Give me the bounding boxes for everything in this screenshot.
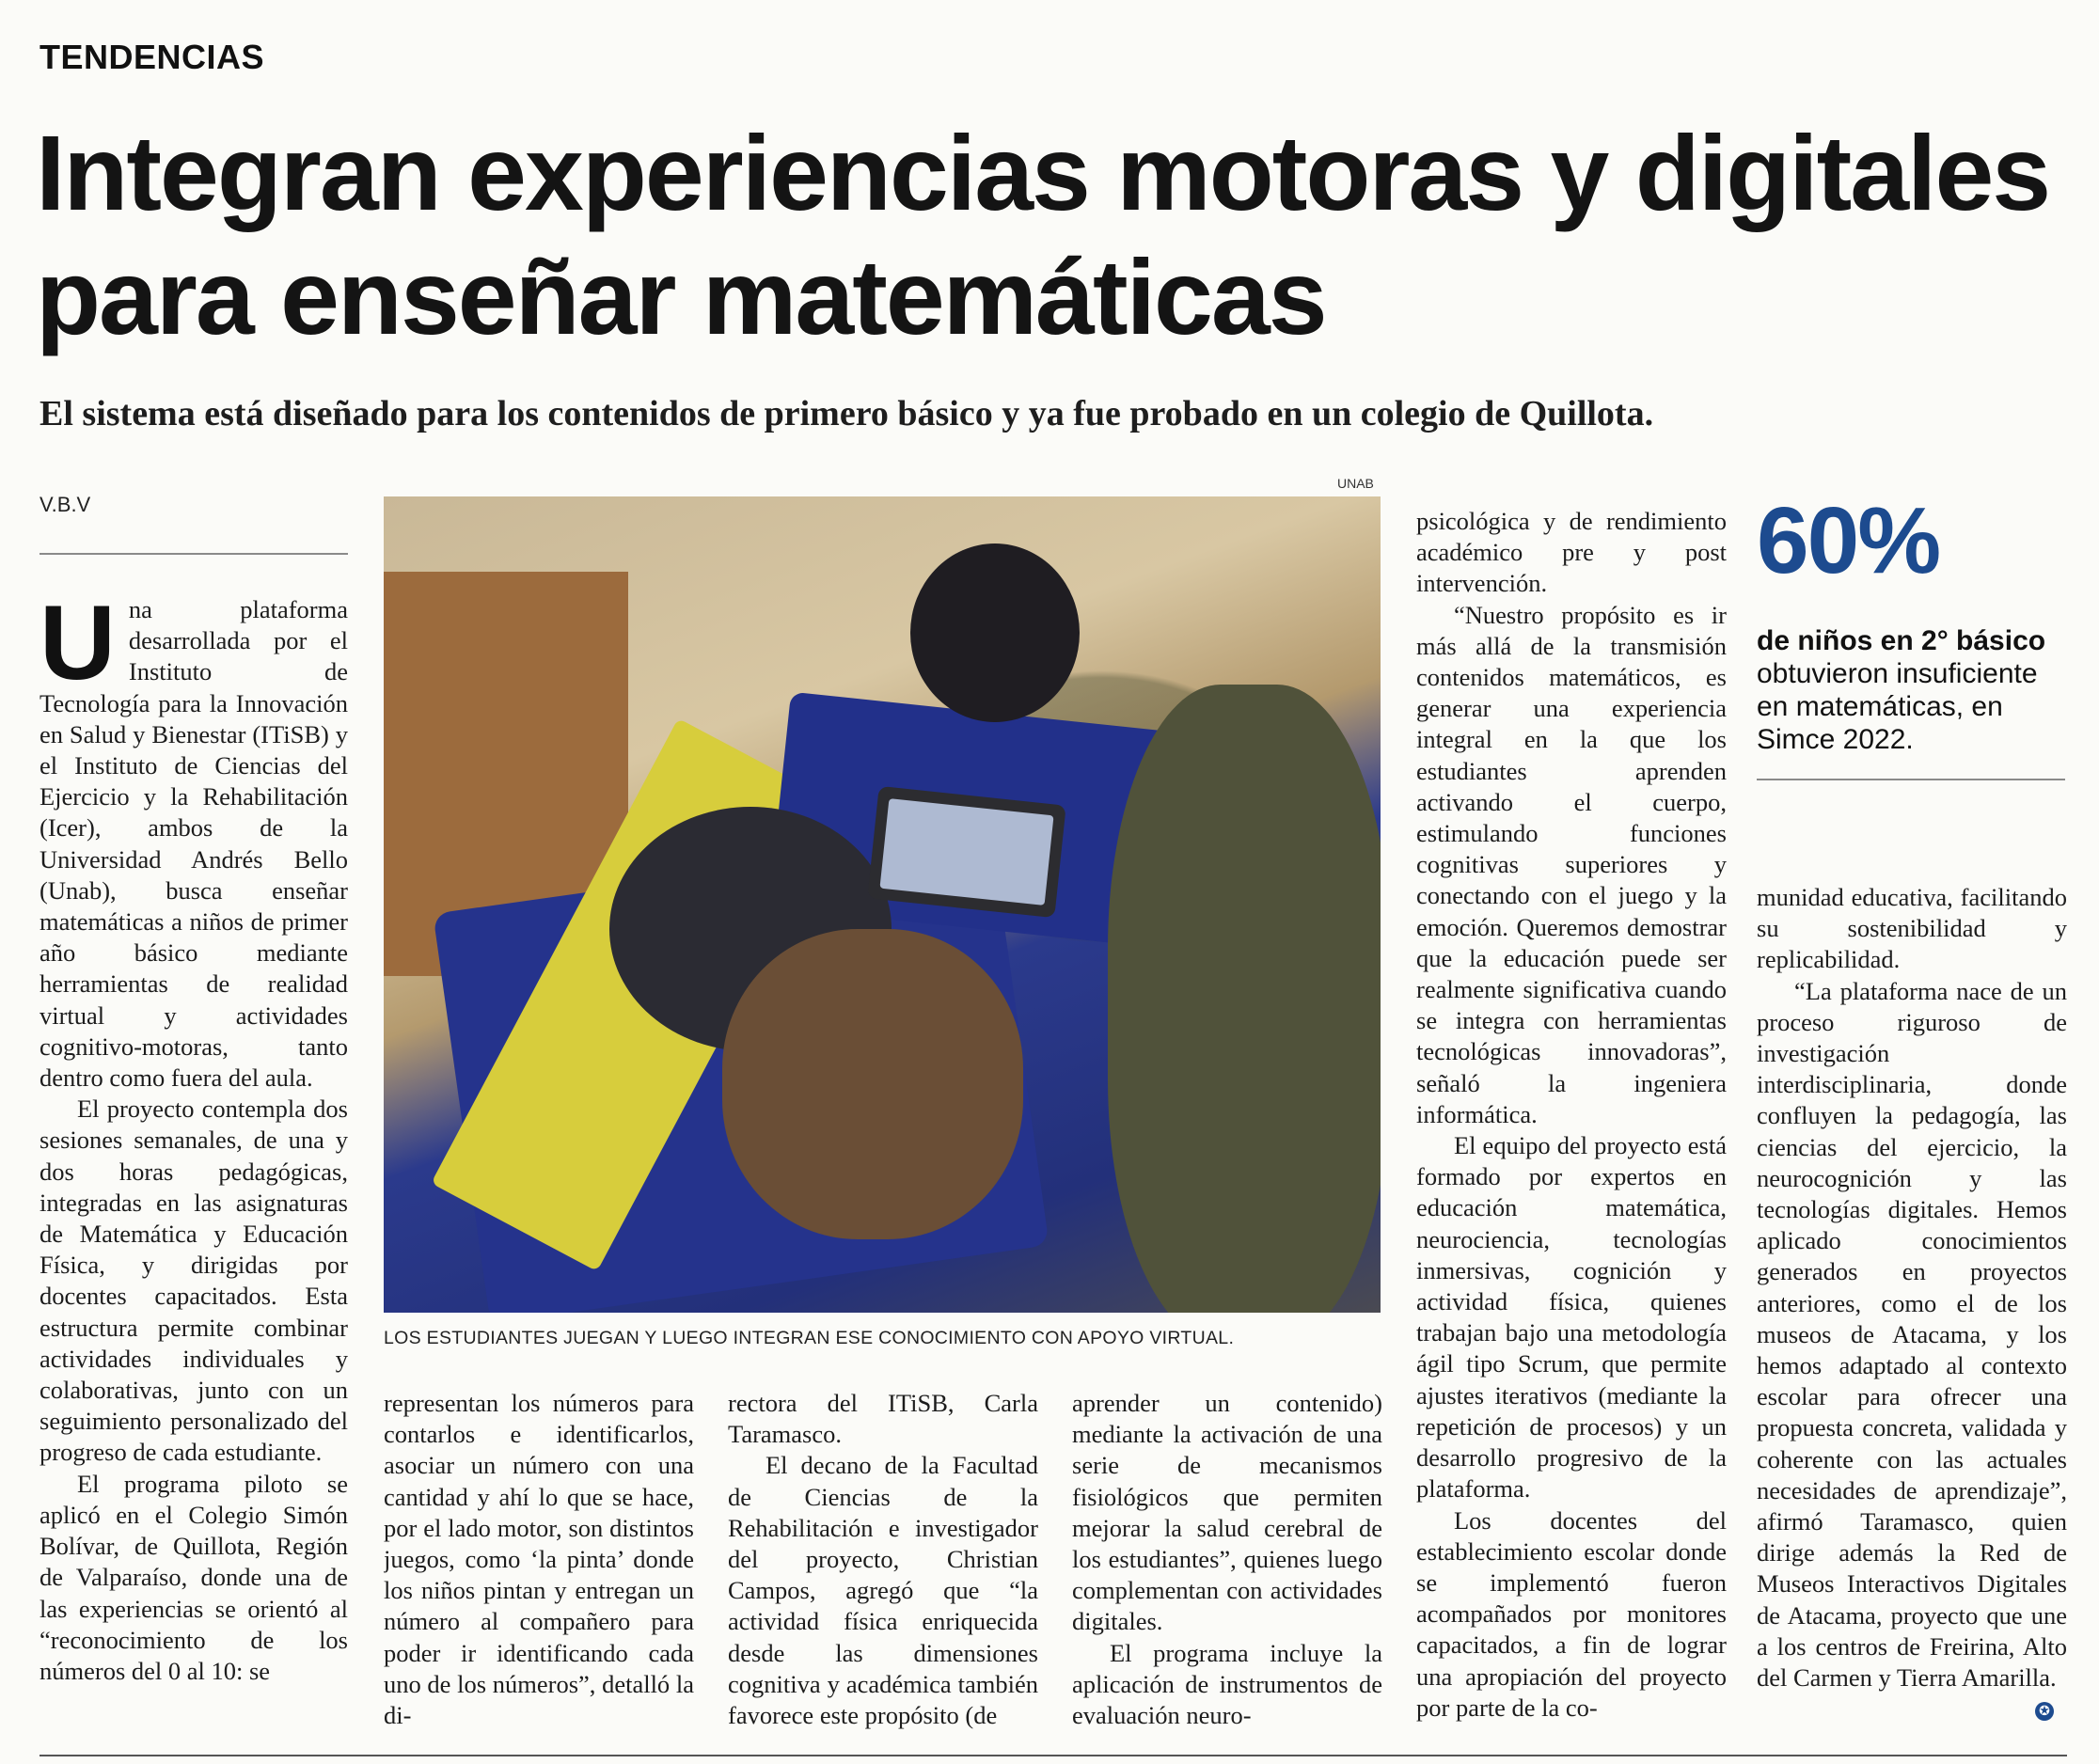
paragraph: El decano de la Facultad de Ciencias de la Rehabilitación e investigador del proyecto, Christian Campos, agregó que “la actividad física enriquecida desde las dimensiones cognitiva y académica también favorece este propósito (de (728, 1451, 1038, 1730)
article-column-3 (728, 1388, 1038, 1738)
photo-credit: UNAB (1337, 476, 1374, 491)
subheadline: El sistema está diseñado para los contenidos de primero básico y ya fue probado en un colegio de Quillota. (39, 394, 1654, 433)
paragraph: “La plataforma nace de un proceso riguroso de investigación interdisciplinaria, donde confluyen la pedagogía, las ciencias del ejercicio, la neurocognición y las tecnologías digitales. Hemos aplicado conocimientos generados en proyectos anteriores, como el de los museos de Atacama, y los hemos adaptado al contexto escolar para ofrecer una propuesta concreta, validada y coherente con las actuales necesidades de aprendizaje”, afirmó Taramasco, quien dirige además la Red de Museos Interactivos Digitales de Atacama, proyecto que une a los centros de Freirina, Alto del Carmen y Tierra Amarilla. (1757, 976, 2067, 1693)
paragraph: El proyecto contempla dos sesiones semanales, de una y dos horas pedagógicas, integradas en las asignaturas de Matemática y Educación Física, y dirigidas por docentes capacitados. Esta estructura permite combinar actividades individuales y colaborativas, junto con un seguimiento personalizado del progreso de cada estudiante. (39, 1095, 348, 1467)
paragraph: representan los números para contarlos e identificarlos, asociar un número con una cantidad y ahí lo que se hace, por el lado motor, son distintos juegos, como ‘la pinta’ donde los niños pintan y entregan un número al compañero para poder ir identificando cada uno de los números”, detalló la di- (384, 1389, 694, 1730)
paragraph: rectora del ITiSB, Carla Taramasco. (728, 1389, 1038, 1449)
photo-caption: LOS ESTUDIANTES JUEGAN Y LUEGO INTEGRAN ESE CONOCIMIENTO CON APOYO VIRTUAL. (384, 1328, 1235, 1348)
stat-rule (1757, 779, 2065, 780)
paragraph: munidad educativa, facilitando su sostenibilidad y replicabilidad. (1757, 883, 2067, 974)
stat-number: 60% (1757, 488, 1940, 593)
paragraph: “Nuestro propósito es ir más allá de la transmisión contenidos matemáticos, es generar una experiencia integral en la que los estudiantes aprenden activando el cuerpo, estimulando funciones cognitivas superiores y conectando con el juego y la emoción. Queremos demostrar que la educación puede ser realmente significativa cuando se integra con herramientas tecnológicas innovadoras”, señaló la ingeniera informática. (1416, 600, 1727, 1128)
byline: V.B.V (39, 493, 91, 516)
section-label: TENDENCIAS (39, 38, 265, 76)
drop-cap: U (39, 594, 116, 701)
article-photo (384, 496, 1381, 1313)
bottom-rule (39, 1755, 2067, 1756)
stat-bold-text: de niños en 2° básico (1757, 625, 2046, 656)
stat-text: obtuvieron insuficiente en matemáticas, en Simce 2022. (1757, 658, 2038, 755)
paragraph: El programa incluye la aplicación de instrumentos de evaluación neuro- (1072, 1638, 1382, 1730)
tablet-icon (867, 786, 1065, 918)
paragraph: Una plataforma desarrollada por el Instituto de Tecnología para la Innovación en Salud y Bienestar (ITiSB) y el Instituto de Ciencias del Ejercicio y la Rehabilitación (Icer), ambos de la Universidad Andrés Bello (Unab), busca enseñar matemáticas a niños de primer año básico mediante herramientas de realidad virtual y actividades cognitivo-motoras, tanto dentro como fuera del aula. (39, 594, 348, 1093)
paragraph: Los docentes del establecimiento escolar donde se implementó fueron acompañados por monitores capacitados, a fin de lograr una apropiación del proyecto por parte de la co- (1416, 1505, 1727, 1722)
stat-description (1757, 624, 2076, 756)
paragraph: El equipo del proyecto está formado por expertos en educación matemática, neurociencia, tecnologías inmersivas, cognición y actividad física, quienes trabajan bajo una metodología ágil tipo Scrum, que permite ajustes iterativos (mediante la repetición de procesos) y un desarrollo progresivo de la plataforma. (1416, 1131, 1727, 1504)
headline: Integran experiencias motoras y digitales para enseñar matemáticas (36, 114, 2050, 356)
end-mark-icon: ✪ (2035, 1702, 2054, 1721)
paragraph: El programa piloto se aplicó en el Colegio Simón Bolívar, de Quillota, Región de Valparaíso, donde una de las experiencias se orientó al “reconocimiento de los números del 0 al 10: se (39, 1469, 348, 1685)
paragraph: psicológica y de rendimiento académico pre y post intervención. (1416, 507, 1727, 598)
article-column-5 (1416, 506, 1727, 1740)
paragraph: aprender un contenido) mediante la activación de una serie de mecanismos fisiológicos que permiten mejorar la salud cerebral de los estudiantes”, quienes luego complementan con actividades digitales. (1072, 1389, 1382, 1636)
byline-rule (39, 553, 348, 555)
article-column-2 (384, 1388, 694, 1738)
article-column-4 (1072, 1388, 1382, 1738)
article-column-1 (39, 594, 348, 1740)
article-column-6 (1757, 882, 2067, 1728)
